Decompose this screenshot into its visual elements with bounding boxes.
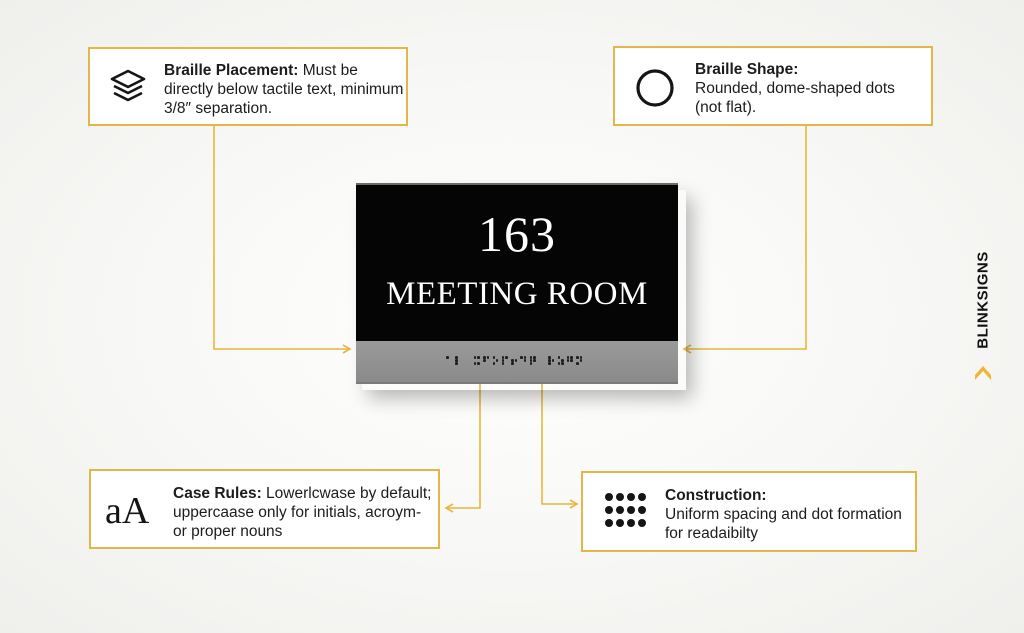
dot-grid-dot (638, 519, 646, 527)
construction-body: Uniform spacing and dot formation for readaibilty (665, 506, 902, 542)
braille-dot (520, 356, 523, 359)
dot-grid-dot (605, 519, 613, 527)
dot-grid-dot (627, 519, 635, 527)
braille-dot (558, 362, 561, 365)
construction-text (665, 486, 905, 543)
braille-dot (567, 359, 570, 362)
braille-dot (561, 362, 564, 365)
dot-grid-dot (638, 506, 646, 514)
braille-dot (477, 362, 480, 365)
braille-dot (474, 362, 477, 365)
braille-dot (511, 362, 514, 365)
case-rules-title: Case Rules: (173, 485, 262, 502)
braille-dot (505, 356, 508, 359)
dot-grid-dot (605, 493, 613, 501)
dot-grid-dot (616, 506, 624, 514)
braille-dot (530, 362, 533, 365)
case-connector (446, 372, 480, 508)
construction-connector (542, 372, 577, 504)
room-number: 163 (478, 206, 556, 262)
room-name: MEETING ROOM (386, 276, 648, 312)
placement-connector (214, 126, 350, 349)
dot-grid-dot (638, 493, 646, 501)
braille-dot (455, 359, 458, 362)
case-icon: aA (105, 490, 150, 532)
braille-dot (548, 359, 551, 362)
dot-grid-dot (627, 506, 635, 514)
braille-dot (524, 359, 527, 362)
brand-logo: BLINKSIGNS (974, 251, 992, 349)
braille-dot (502, 359, 505, 362)
braille-dot (533, 359, 536, 362)
braille-dot (548, 362, 551, 365)
braille-dot (552, 359, 555, 362)
braille-dot (561, 359, 564, 362)
case-rules-callout (89, 469, 440, 549)
braille-shape-title: Braille Shape: (695, 61, 799, 78)
braille-shape-callout (613, 46, 933, 126)
braille-placement-text (164, 61, 404, 118)
braille-dot (502, 362, 505, 365)
braille-dot (446, 356, 449, 359)
braille-dot (493, 356, 496, 359)
layers-icon (108, 67, 148, 107)
braille-dot (483, 359, 486, 362)
braille-dot (496, 359, 499, 362)
braille-placement-title: Braille Placement: (164, 62, 299, 79)
brand-chevron-icon (972, 360, 994, 382)
dot-grid-dot (605, 506, 613, 514)
braille-dot (580, 359, 583, 362)
braille-shape-body: Rounded, dome-shaped dots (not flat). (695, 80, 895, 116)
case-rules-body: Lowerlcwase by default; uppercaase only for initials, acroym- or proper nouns (173, 485, 432, 540)
braille-dot (455, 362, 458, 365)
braille-placement-body: Must be directly below tactile text, minimum 3/8″ separation. (164, 62, 404, 117)
braille-dot (570, 359, 573, 362)
braille-dot (487, 356, 490, 359)
construction-callout (581, 471, 917, 552)
construction-title: Construction: (665, 487, 767, 504)
braille-dot (530, 359, 533, 362)
dot-grid-dot (627, 493, 635, 501)
shape-connector (684, 126, 806, 349)
dot-grid-dot (616, 519, 624, 527)
braille-shape-text (695, 60, 925, 117)
braille-dot (477, 356, 480, 359)
braille-dot (576, 356, 579, 359)
dot-grid-dot (616, 493, 624, 501)
braille-dot (558, 356, 561, 359)
braille-dot (515, 359, 518, 362)
braille-dot (511, 359, 514, 362)
circle-icon (633, 66, 677, 110)
braille-dot (474, 356, 477, 359)
braille-dot (493, 362, 496, 365)
braille-strip (356, 341, 678, 384)
dot-grid-icon (603, 491, 649, 531)
braille-placement-callout (88, 47, 408, 126)
braille-dot (576, 362, 579, 365)
case-rules-text (173, 484, 438, 541)
